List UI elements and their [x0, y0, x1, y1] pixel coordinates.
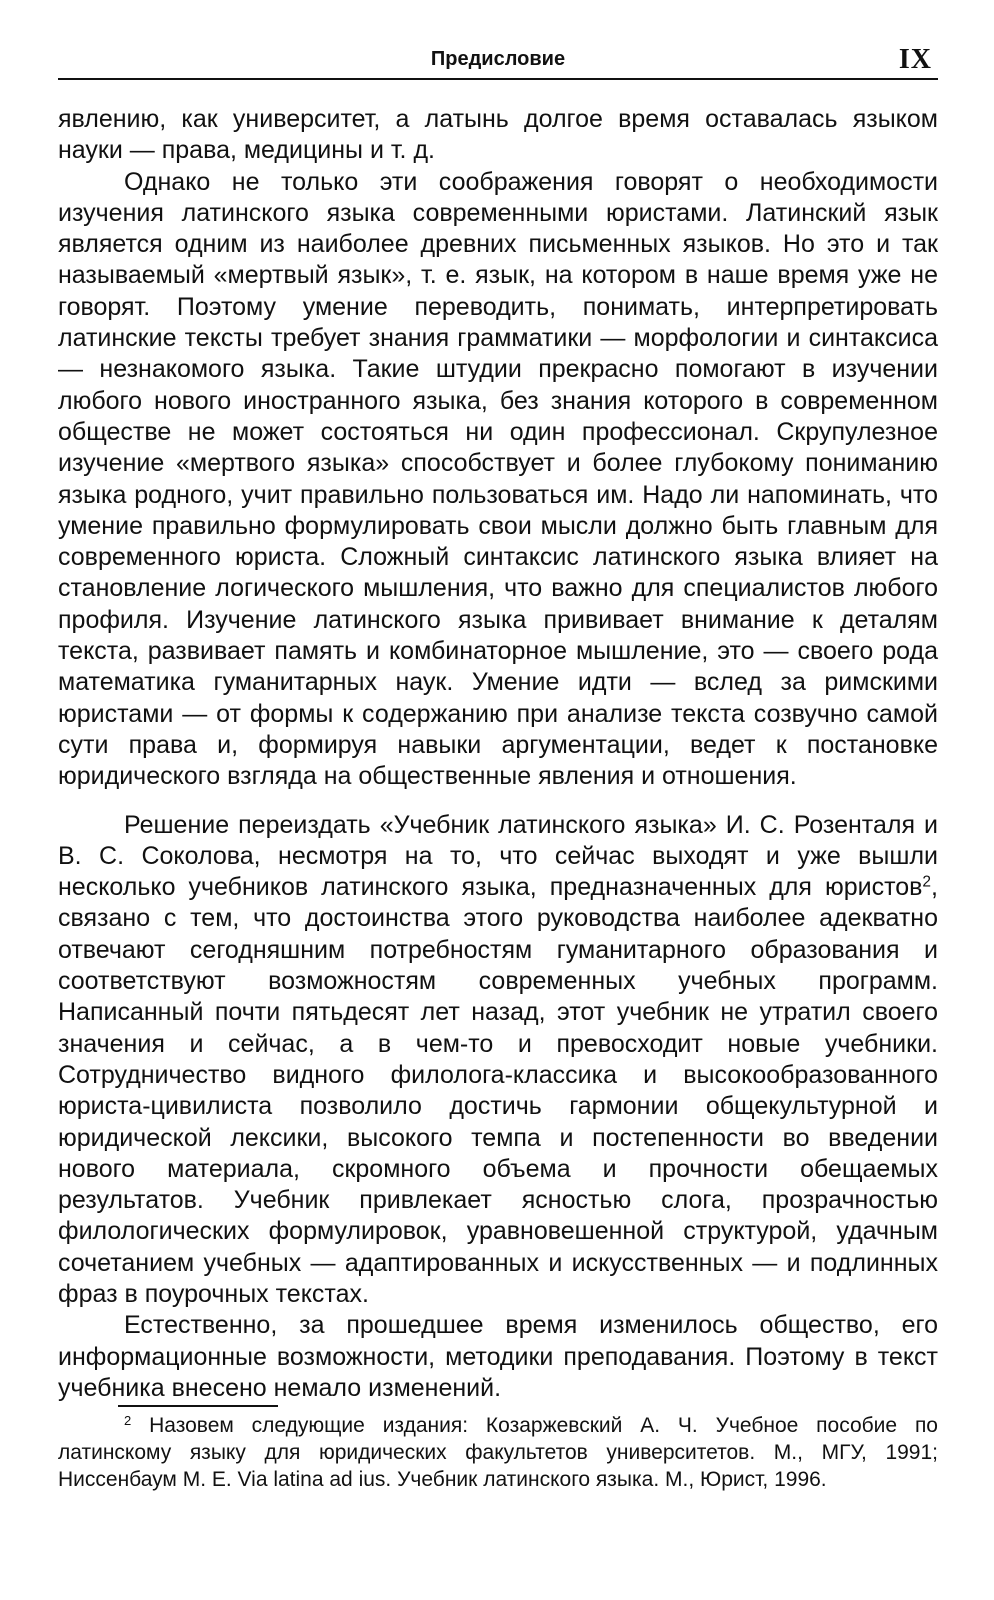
page-number: IX: [898, 44, 932, 75]
running-title: Предисловие: [430, 48, 566, 70]
footnote-reference: 2: [922, 873, 932, 891]
footnote-marker: 2: [124, 1412, 132, 1428]
paragraph: Однако не только эти соображения говорят о необходимости изучения латинского языка современными юристами. Латинский язык является одним из наиболее древних письменных языков. Но это и так называемый «мертвый язык», т. е. язык, на котором в наше время уже не говорят. Поэтому умение переводить, понимать, интерпретировать латинские тексты требует знания грамматики — морфологии и синтаксиса — незнакомого языка. Такие штудии прекрасно помогают в изучении любого нового иностранного языка, без знания которого в современном обществе не может состояться ни один профессионал. Скрупулезное изучение «мертвого языка» способствует и более глубокому пониманию языка родного, учит правильно пользоваться им. Надо ли напоминать, что умение правильно формулировать свои мысли должно быть главным для современного юриста. Сложный синтаксис латинского языка влияет на становление логического мышления, что важно для специалистов любого профиля. Изучение латинского языка прививает внимание к деталям текста, развивает память и комбинаторное мышление, это — своего рода математика гуманитарных наук. Умение идти — вслед за римскими юристами — от формы к содержанию при анализе текста созвучно самой сути права и, формируя навыки аргументации, ведет к постановке юридического взгляда на общественные явления и отношения.: [58, 167, 938, 791]
running-head: [58, 44, 938, 80]
paragraph-text: Решение переиздать «Учебник латинского языка» И. С. Розенталя и В. С. Соколова, несмотря на то, что сейчас выходят и уже вышли несколько учебников латинского языка, предназначенных для юристов: [58, 810, 938, 902]
footnote-divider: [118, 1405, 278, 1407]
paragraph: Естественно, за прошедшее время изменилось общество, его информационные возможности, методики преподавания. Поэтому в текст учебника внесено немало изменений.: [58, 1311, 938, 1402]
paragraph-text: , связано с тем, что достоинства этого руководства наиболее адекватно отвечают сегодняшним потребностям гуманитарного образования и соответствуют возможностям современных учебных программ. Написанный почти пятьдесят лет назад, этот учебник не утратил своего значения и сейчас, а в чем-то и превосходит новые учебники. Сотрудничество видного филолога-классика и высокообразованного юриста-цивилиста позволило достичь гармонии общекультурной и юридической лексики, высокого темпа и постепенности во введении нового материала, скромного объема и прочности обещаемых результатов. Учебник привлекает ясностью слога, прозрачностью филологических формулировок, уравновешенной структурой, удачным сочетанием учебных — адаптированных и искусственных — и подлинных фраз в поурочных текстах.: [58, 873, 938, 1308]
paragraph: [58, 810, 938, 1311]
main-text: [58, 104, 938, 1404]
paragraph-continuation: явлению, как университет, а латынь долгое время оставалась языком науки — права, медицины и т. д.: [58, 105, 938, 165]
footnote-text: Назовем следующие издания: Козаржевский А. Ч. Учебное пособие по латинскому языку для юридических факультетов университетов. М., МГУ, 1991; Ниссенбаум М. Е. Via latina ad ius. Учебник латинского языка. М., Юрист, 1996.: [58, 1414, 938, 1491]
footnote: [58, 1412, 938, 1493]
